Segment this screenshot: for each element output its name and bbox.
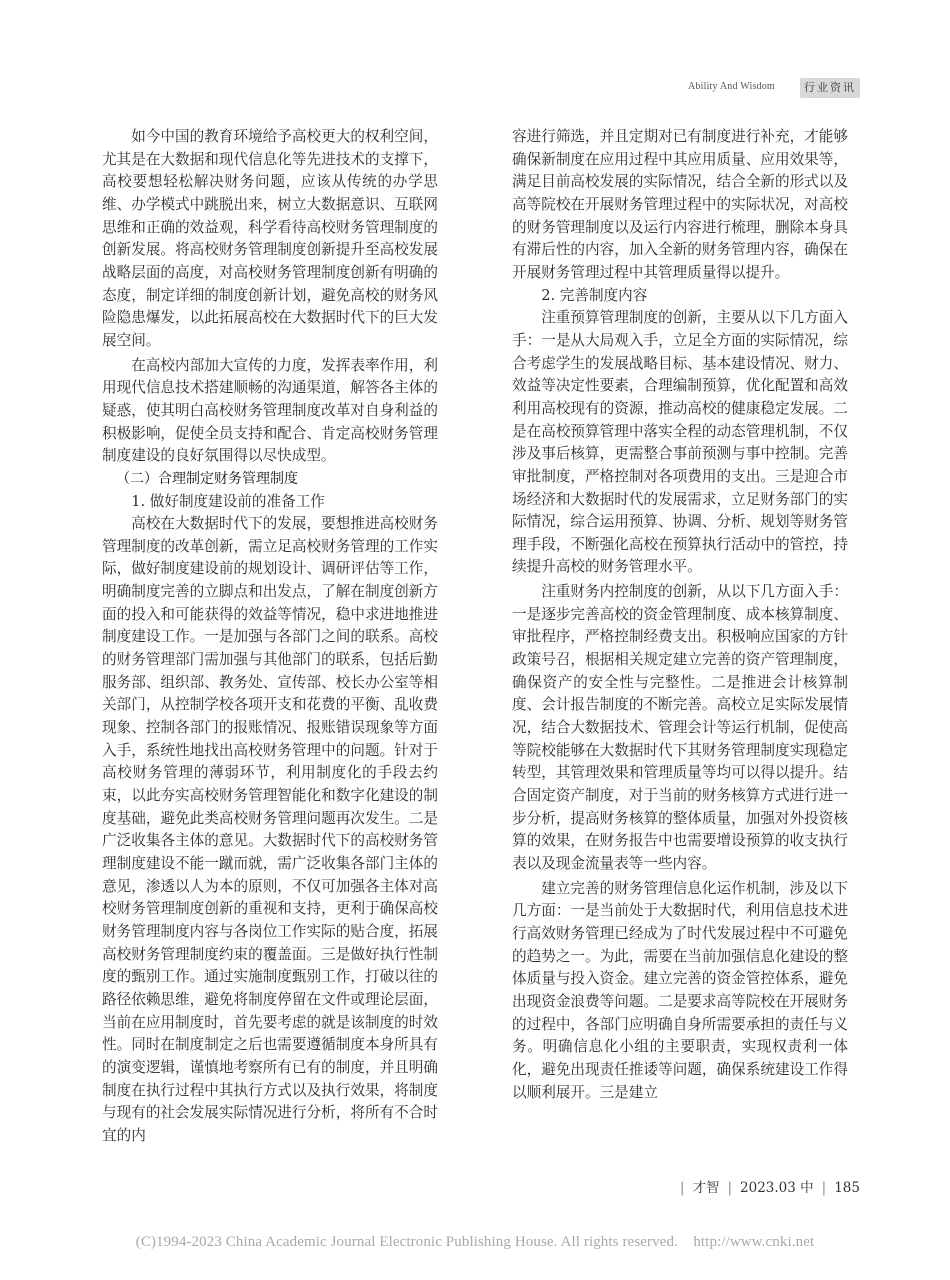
issue-label: 2023.03 中 (740, 1180, 814, 1196)
paragraph: 在高校内部加大宣传的力度，发挥表率作用，利用现代信息技术搭建顺畅的沟通渠道，解答各主体的疑惑，使其明白高校财务管理制度改革对自身利益的积极影响，促使全员支持和配合、肯定高校财务管理制度建设的良好氛围得以尽快成型。 (102, 356, 438, 465)
page-footer (672, 1176, 860, 1196)
section-heading: （二）合理制定财务管理制度 (116, 470, 298, 487)
subsection-heading: 1. 做好制度建设前的准备工作 (131, 492, 325, 510)
paragraph: 如今中国的教育环境给予高校更大的权利空间，尤其是在大数据和现代信息化等先进技术的支撑下，高校要想轻松解决财务问题，应该从传统的办学思维、办学模式中跳脱出来，树立大数据意识、互联网思维和正确的效益观，科学看待高校财务管理制度的创新发展。将高校财务管理制度创新提升至高校发展战略层面的高度，对高校财务管理制度创新有明确的态度，制定详细的制度创新计划，避免高校的财务风险隐患爆发，以此拓展高校在大数据时代下的巨大发展空间。 (102, 128, 438, 349)
section-tag: 行业资讯 (800, 78, 860, 98)
paragraph: 高校在大数据时代下的发展，要想推进高校财务管理制度的改革创新，需立足高校财务管理的工作实际，做好制度建设前的规划设计、调研评估等工作，明确制度完善的立脚点和出发点，了解在制度创新方面的投入和可能获得的效益等情况，稳中求进地推进制度建设工作。一是加强与各部门之间的联系。高校的财务管理部门需加强与其他部门的联系，包括后勤服务部、组织部、教务处、宣传部、校长办公室等相关部门，从控制学校各项开支和花费的平衡、乱收费现象、控制各部门的报账情况、报账错误现象等方面入手，系统性地找出高校财务管理中的问题。针对于高校财务管理的薄弱环节，利用制度化的手段去约束，以此夯实高校财务管理智能化和数字化建设的制度基础，避免此类高校财务管理问题再次发生。二是广泛收集各主体的意见。大数据时代下的高校财务管理制度建设不能一蹴而就，需广泛收集各部门主体的意见，渗透以人为本的原则，不仅可加强各主体对高校财务管理制度创新的重视和支持，更利于确保高校财务管理制度内容与各岗位工作实际的贴合度，拓展高校财务管理制度约束的覆盖面。三是做好执行性制度的甄别工作。通过实施制度甄别工作，打破以往的路径依赖思维，避免将制度停留在文件或理论层面，当前在应用制度时，首先要考虑的就是该制度的时效性。同时在制度制定之后也需要遵循制度本身所具有的演变逻辑，谨慎地考察所有已有的制度，并且明确制度在执行过程中其执行方式以及执行效果，将制度与现有的社会发展实际情况进行分析，将所有不合时宜的内 (102, 515, 438, 1144)
journal-english-name: Ability And Wisdom (688, 81, 775, 92)
divider: | (727, 1180, 733, 1196)
subsection-heading: 2. 完善制度内容 (541, 286, 648, 304)
copyright-watermark: (C)1994-2023 China Academic Journal Electronic Publishing House. All rights reserved. http://www.cnki.net (135, 1234, 815, 1250)
divider: | (821, 1180, 827, 1196)
paragraph: 注重预算管理制度的创新，主要从以下几方面入手：一是从大局观入手，立足全方面的实际情况，综合考虑学生的发展战略目标、基本建设情况、财力、效益等决定性要素，合理编制预算，优化配置和高效利用高校现有的资源，推动高校的健康稳定发展。二是在高校预算管理中落实全程的动态管理机制，不仅涉及事后核算，更需整合事前预测与事中控制。完善审批制度，严格控制对各项费用的支出。三是迎合市场经济和大数据时代的发展需求，立足财务部门的实际情况，综合运用预算、协调、分析、规划等财务管理手段，不断强化高校在预算执行活动中的管控，持续提升高校的财务管理水平。 (512, 309, 848, 576)
paragraph: 建立完善的财务管理信息化运作机制，涉及以下几方面：一是当前处于大数据时代，利用信息技术进行高效财务管理已经成为了时代发展过程中不可避免的趋势之一。为此，需要在当前加强信息化建设的整体质量与投入资金。建立完善的资金管控体系，避免出现资金浪费等问题。二是要求高等院校在开展财务的过程中，各部门应明确自身所需要承担的责任与义务。明确信息化小组的主要职责，实现权责利一体化，避免出现责任推诿等问题，确保系统建设工作得以顺利展开。三是建立 (512, 879, 848, 1101)
divider: | (679, 1180, 685, 1196)
right-column (512, 126, 848, 1104)
paragraph: 注重财务内控制度的创新，从以下几方面入手：一是逐步完善高校的资金管理制度、成本核算制度、审批程序，严格控制经费支出。积极响应国家的方针政策号召，根据相关规定建立完善的资产管理制度，确保资产的安全性与完整性。二是推进会计核算制度、会计报告制度的不断完善。高校立足实际发展情况，结合大数据技术、管理会计等运行机制，促使高等院校能够在大数据时代下其财务管理制度实现稳定转型，其管理效果和管理质量等均可以得以提升。结合固定资产制度，对于当前的财务核算方式进行进一步分析，提高财务核算的整体质量，加强对外投资核算的效果，在财务报告中也需要增设预算的收支执行表以及现金流量表等一些内容。 (512, 583, 848, 872)
left-column (102, 126, 438, 1148)
paragraph-continued: 容进行筛选，并且定期对已有制度进行补充，才能够确保新制度在应用过程中其应用质量、应用效果等，满足目前高校发展的实际情况，结合全新的形式以及高等院校在开展财务管理过程中的实际状况，对高校的财务管理制度以及运行内容进行梳理，删除本身具有滞后性的内容，加入全新的财务管理内容，确保在开展财务管理过程中其管理质量得以提升。 (512, 128, 848, 281)
journal-name: 才智 (692, 1180, 720, 1196)
running-header (688, 76, 860, 100)
page-number: 185 (834, 1180, 860, 1196)
